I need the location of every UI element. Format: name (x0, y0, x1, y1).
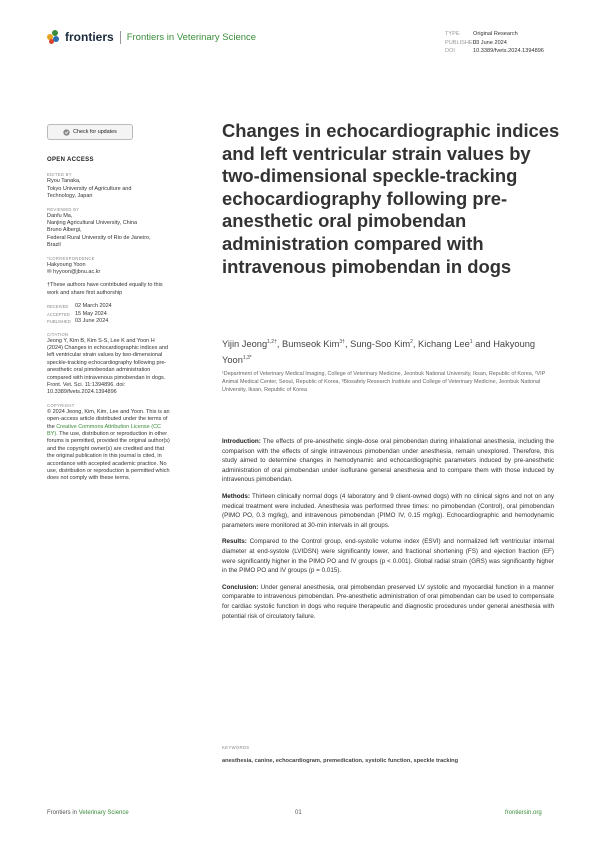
frontiers-logo[interactable] (47, 30, 256, 44)
type-label: TYPE (445, 31, 460, 37)
copyright-block (47, 403, 172, 483)
edited-by-block (47, 172, 172, 200)
published-value: 03 June 2024 (75, 318, 109, 325)
equal-contribution-note: †These authors have contributed equally to this work and share first authorship (47, 282, 163, 296)
correspondence-email-link[interactable]: ✉ hyyoon@jbnu.ac.kr (47, 269, 101, 276)
abstract-text: Under general anesthesia, oral pimobendan preserved LV systolic and myocardial function in a manner comparable to intravenous pimobendan. Pre-anesthetic administration of oral pimobendan can be used to compensate for cardiac systolic function in dogs who require therapeutic and diagnostic procedures under general anesthesia with potential risk of circulatory failure. (222, 583, 554, 620)
correspondence-label: *CORRESPONDENCE (47, 255, 95, 261)
keywords: anesthesia, canine, echocardiogram, premedication, systolic function, speckle tracking (222, 758, 459, 764)
abstract-heading: Methods: (222, 492, 250, 500)
author-name: Yijin Jeong (222, 339, 268, 350)
copyright-text-b: The use, distribution or reproduction in other forums is permitted, provided the original author(s) and the copyright owner(s) are credited and that the original publication in this journal is cited, in accordance with accepted academic practice. No use, distribution or reproduction is permitted which does not comply with these terms. (47, 430, 170, 482)
doi-link[interactable]: 10.3389/fvets.2024.1394896 (473, 48, 544, 55)
abstract-heading: Conclusion: (222, 583, 259, 591)
author-list (222, 335, 562, 367)
reviewed-by-block (47, 207, 172, 250)
published-value: 03 June 2024 (473, 39, 507, 46)
dates-block (47, 303, 172, 325)
copyright-text (47, 409, 172, 483)
abstract-methods (222, 492, 554, 530)
editor-affiliation: Tokyo University of Agriculture and (47, 185, 132, 192)
author-name: Kichang Lee (418, 339, 470, 350)
editor-affiliation: Technology, Japan (47, 193, 93, 200)
footer-journal-prefix: Frontiers in (47, 810, 79, 816)
published-label: PUBLISHED (47, 319, 71, 325)
copyright-label: COPYRIGHT (47, 402, 75, 408)
divider (120, 31, 121, 44)
correspondence-block (47, 256, 172, 277)
author-name: Sung-Soo Kim (350, 339, 411, 350)
article-title: Changes in echocardiographic indices and left ventricular strain values by two-dimensional speckle-tracking echocardiography following pre-anesthetic oral pimobendan administration compared with intravenous pimobendan in dogs (222, 120, 560, 277)
author-sup: 2 (410, 339, 413, 345)
copyright-text-a: © 2024 Jeong, Kim, Kim, Lee and Yoon. This is an open-access article distributed under the terms of the (47, 408, 170, 430)
editor-name: Ryou Tanaka, (47, 178, 81, 185)
reviewer-affiliation: Federal Rural University of Rio de Janeiro, (47, 234, 151, 241)
author-separator: , (276, 339, 283, 350)
reviewed-by-label: REVIEWED BY (47, 206, 80, 212)
author[interactable] (418, 339, 472, 349)
reviewer-name: Danfu Ma, (47, 212, 73, 219)
received-value: 02 March 2024 (75, 303, 112, 310)
abstract-results (222, 537, 554, 575)
cc-by-license-link[interactable]: Creative Commons Attribution License (CC BY). (47, 423, 162, 437)
check-for-updates-button[interactable] (47, 124, 133, 140)
open-access-label: OPEN ACCESS (47, 157, 94, 163)
page-number: 01 (295, 810, 302, 816)
abstract (222, 437, 554, 628)
abstract-conclusion (222, 583, 554, 621)
accepted-value: 15 May 2024 (75, 310, 107, 317)
author-name: Bumseok Kim (282, 339, 340, 350)
author-sup: 1,3* (242, 355, 252, 362)
type-value: Original Research (473, 31, 518, 37)
accepted-label: ACCEPTED (47, 311, 70, 317)
abstract-text: Compared to the Control group, end-systolic volume index (ESVI) and normalized left ventricular internal diameter at end-systole (LVIDSN) were significantly lower, and fractional shortening (FS) and ejection fraction (EF) were significantly higher in the PIMO PO and IV groups (p < 0.001). Global radial strain (GRS) was significantly higher in the PIMO PO and IV groups (p = 0.015). (222, 538, 554, 575)
reviewer-affiliation: Brazil (47, 242, 61, 249)
author-name: Hakyoung Yoon (222, 339, 536, 366)
author-separator: and (472, 339, 494, 350)
citation-label: CITATION (47, 331, 69, 337)
footer-journal-link[interactable]: Veterinary Science (78, 810, 129, 816)
article-meta (445, 30, 544, 56)
published-label: PUBLISHED (445, 39, 477, 46)
reviewer-affiliation: Nanjing Agricultural University, China (47, 220, 138, 227)
author-separator: , (412, 339, 419, 350)
citation-text: Jeong Y, Kim B, Kim S-S, Lee K and Yoon H (2024) Changes in echocardiographic indices and left ventricular strain values by two-dimensional speckle-tracking echocardiography following pre-anesthetic oral pimobendan administration compared with intravenous pimobendan in dogs. Front. Vet. Sci. 11:1394896. doi: 10.3389/fvets.2024.1394896 (47, 337, 169, 396)
doi-label: DOI (445, 48, 455, 55)
author[interactable] (282, 339, 345, 349)
brand-name: frontiers (65, 30, 114, 44)
abstract-text: The effects of pre-anesthetic single-dose oral pimobendan during inhalational anesthesia, including the comparison with the effects of single intravenous pimobendan under anesthesia, remain unexplored. Therefore, this study aimed to determine changes in hemodynamic and echocardiographic parameters induced by pre-anesthetic administration of oral pimobendan under isoflurane general anesthesia and to compare them with those induced by intravenous pimobendan. (222, 438, 554, 484)
reviewer-name: Bruno Albergi, (47, 227, 82, 234)
author[interactable] (350, 339, 413, 349)
edited-by-label: EDITED BY (47, 172, 72, 178)
keywords-label: KEYWORDS (222, 745, 250, 750)
author-sup: 1,2† (267, 339, 277, 345)
check-updates-icon (63, 129, 70, 136)
author[interactable] (222, 339, 277, 349)
author-sup: 3† (339, 339, 345, 345)
footer-site-link[interactable]: frontiersin.org (505, 810, 542, 816)
left-sidebar (47, 157, 172, 489)
frontiers-logo-icon (47, 30, 61, 44)
footer-journal (47, 810, 129, 816)
correspondence-name: Hakyoung Yoon (47, 261, 86, 268)
author-sup: 1 (469, 339, 473, 345)
abstract-text: Thirteen clinically normal dogs (4 laboratory and 9 client-owned dogs) with no clinical signs and not on any medical treatment were included. Anesthesia was performed three times: no pimobendan (Control), oral pimobendan (PIMO PO, 0.3 mg/kg), and intravenous pimobendan (PIMO IV, 0.15 mg/kg). Echocardiographic and hemodynamic parameters were monitored at 30-min intervals in all groups. (222, 492, 554, 529)
affiliations: ¹Department of Veterinary Medical Imaging, College of Veterinary Medicine, Jeonbuk National University, Iksan, Republic of Korea, ²VIP Animal Medical Center, Seoul, Republic of Korea, ³Biosafety Research Institute and College of Veterinary Medicine, Jeonbuk National University, Iksan, Republic of Korea (222, 371, 546, 393)
check-updates-label: Check for updates (73, 129, 117, 135)
abstract-heading: Introduction: (222, 438, 261, 445)
abstract-introduction (222, 437, 554, 485)
author-separator: , (344, 339, 351, 350)
received-label: RECEIVED (47, 304, 69, 310)
citation-block (47, 332, 172, 397)
abstract-heading: Results: (222, 538, 247, 546)
journal-name[interactable]: Frontiers in Veterinary Science (126, 31, 257, 43)
